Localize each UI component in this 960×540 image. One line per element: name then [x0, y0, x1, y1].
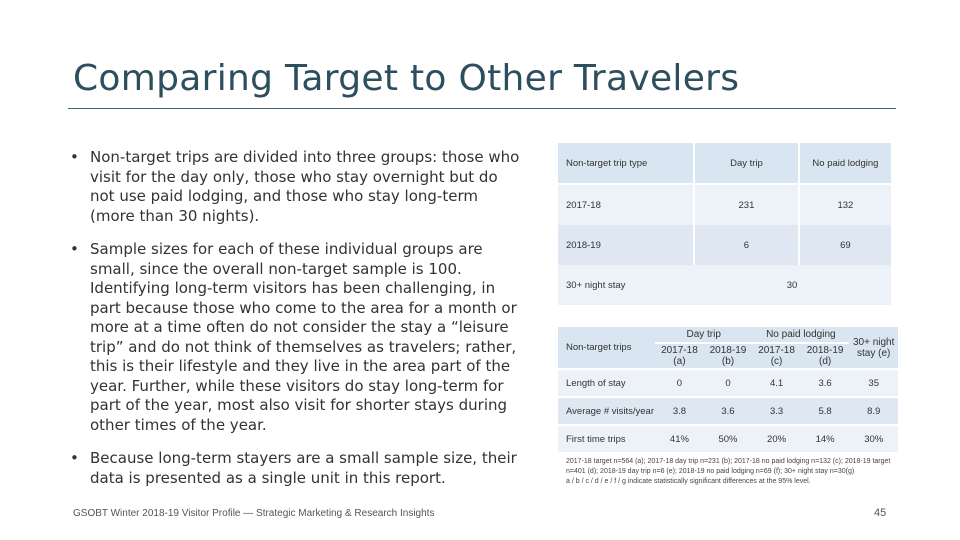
- footnote-sample-sizes: 2017-18 target n=564 (a); 2017-18 day trip n=231 (b); 2017-18 no paid lodging n=132 (c); 2018-19 target n=401 (d); 2018-19 day trip n=6 (e); 2018-19 no paid lodging n=69 (f); 30+ night stay n=30(g): [566, 458, 891, 475]
- cell-day-trip: 6: [693, 225, 798, 265]
- header-cell-year: 2017-18 (a): [655, 344, 704, 370]
- table-row: [558, 370, 898, 398]
- bullet-marker: •: [70, 240, 79, 258]
- sample-size-table: [558, 143, 891, 305]
- row-label: Length of stay: [558, 370, 655, 398]
- header-cell-year: 2017-18 (c): [752, 344, 801, 370]
- bullet-item: [68, 449, 523, 488]
- footnote-significance: a / b / c / d / e / f / g indicate statistically significant differences at the 95% level.: [566, 478, 811, 485]
- title-divider: [68, 108, 896, 109]
- table-cell: 35: [849, 370, 898, 398]
- bullet-text: Sample sizes for each of these individual groups are small, since the overall non-target sample is 100. Identifying long-term visitors has been challenging, in part because those who come to the area for a month or more at a time often do not consider the stay a “leisure trip” and do not think of themselves as travelers; rather, this is their lifestyle and they live in the area part of the year. Further, while these visitors do stay long-term for part of the year, most also visit for shorter stays during other times of the year.: [90, 240, 517, 434]
- bullet-text: Because long-term stayers are a small sample size, their data is presented as a single unit in this report.: [90, 449, 517, 487]
- header-cell-corner: Non-target trips: [558, 327, 655, 370]
- table-cell: 0: [704, 370, 753, 398]
- table-cell: 8.9: [849, 398, 898, 426]
- table-header-row: [558, 143, 891, 185]
- table-cell: 3.6: [704, 398, 753, 426]
- bullet-text: Non-target trips are divided into three groups: those who visit for the day only, those who stay overnight but do not use paid lodging, and those who stay long-term (more than 30 nights).: [90, 148, 520, 225]
- row-label: First time trips: [558, 426, 655, 454]
- header-cell-no-paid-lodging: No paid lodging: [798, 143, 891, 185]
- bullet-item: [68, 240, 523, 435]
- bullet-list: [68, 148, 523, 502]
- slide-title: Comparing Target to Other Travelers: [73, 58, 740, 99]
- comparison-table: [558, 327, 898, 454]
- cell-no-paid-lodging: 69: [798, 225, 891, 265]
- cell-long-stay: 30: [693, 265, 891, 305]
- table-header-row: [558, 327, 898, 344]
- header-cell-year: 2018-19 (d): [801, 344, 850, 370]
- table-row: [558, 398, 898, 426]
- table-cell: 3.3: [752, 398, 801, 426]
- bullet-marker: •: [70, 148, 79, 166]
- slide-footer: GSOBT Winter 2018-19 Visitor Profile — Strategic Marketing & Research Insights: [73, 508, 435, 519]
- header-group-no-paid-lodging: No paid lodging: [752, 327, 849, 344]
- cell-no-paid-lodging: 132: [798, 185, 891, 225]
- header-cell-trip-type: Non-target trip type: [558, 143, 693, 185]
- table-cell: 20%: [752, 426, 801, 454]
- header-group-day-trip: Day trip: [655, 327, 752, 344]
- table-cell: 30%: [849, 426, 898, 454]
- header-cell-year: 2018-19 (b): [704, 344, 753, 370]
- table-footnote: [566, 457, 901, 487]
- table-cell: 3.6: [801, 370, 850, 398]
- row-label: Average # visits/year: [558, 398, 655, 426]
- table-cell: 0: [655, 370, 704, 398]
- table-cell: 5.8: [801, 398, 850, 426]
- row-label: 30+ night stay: [558, 265, 693, 305]
- bullet-item: [68, 148, 523, 226]
- page-number: 45: [874, 507, 887, 519]
- cell-day-trip: 231: [693, 185, 798, 225]
- row-label: 2017-18: [558, 185, 693, 225]
- table-row: [558, 426, 898, 454]
- table-row: [558, 265, 891, 305]
- bullet-marker: •: [70, 449, 79, 467]
- table-cell: 14%: [801, 426, 850, 454]
- table-row: [558, 225, 891, 265]
- table-cell: 4.1: [752, 370, 801, 398]
- table-cell: 41%: [655, 426, 704, 454]
- row-label: 2018-19: [558, 225, 693, 265]
- header-cell-long-stay: 30+ night stay (e): [849, 327, 898, 370]
- header-cell-day-trip: Day trip: [693, 143, 798, 185]
- table-cell: 50%: [704, 426, 753, 454]
- table-cell: 3.8: [655, 398, 704, 426]
- table-row: [558, 185, 891, 225]
